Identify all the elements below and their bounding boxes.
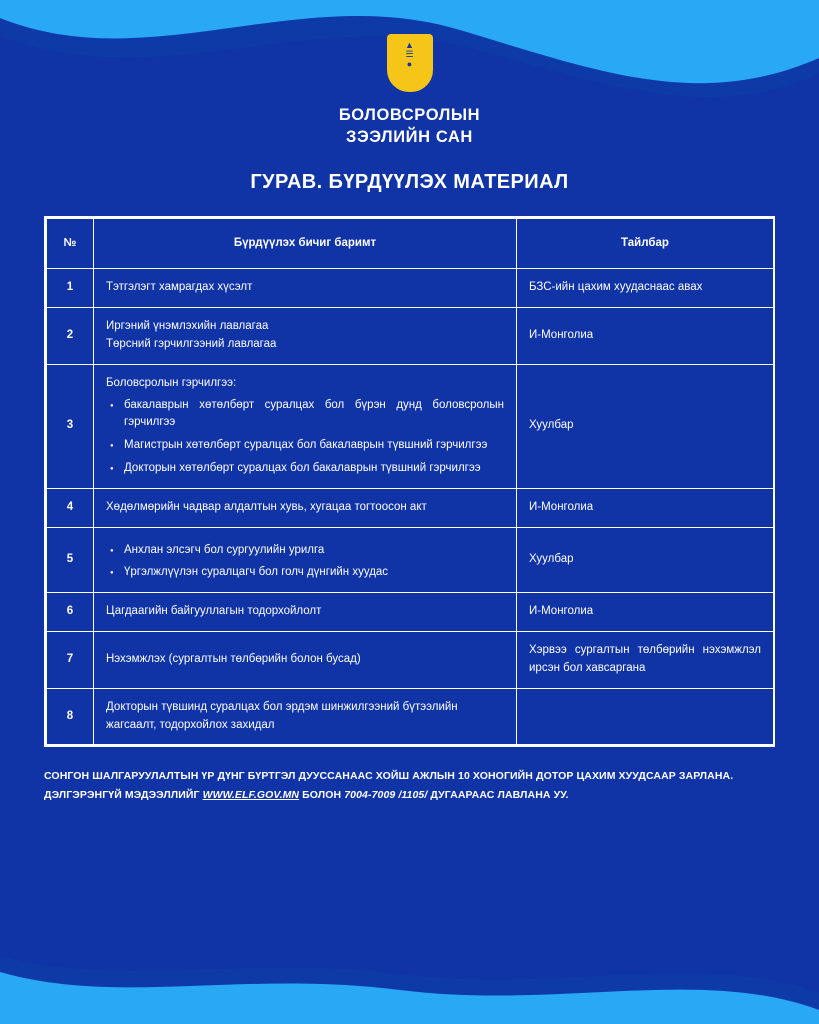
row-document [94, 632, 517, 689]
row-number: 8 [47, 688, 94, 745]
row-remark: Хэрвээ сургалтын төлбөрийн нэхэмжлэл ирсэн бол хавсаргана [517, 632, 774, 689]
header [0, 0, 819, 149]
row-document [94, 269, 517, 308]
materials-table [46, 218, 774, 746]
doc-line: Нэхэмжлэх (сургалтын төлбөрийн болон бусад) [106, 653, 361, 665]
doc-line: Төрсний гэрчилгээний лавлагаа [106, 337, 277, 350]
row-remark: И-Монголиа [517, 488, 774, 527]
row-remark: И-Монголиа [517, 593, 774, 632]
footer-note [44, 767, 775, 804]
doc-bullet-list [106, 542, 504, 583]
table-row [47, 688, 774, 745]
doc-bullet: ● Докторын хөтөлбөрт суралцах бол бакалаврын түвшний гэрчилгээ [124, 460, 504, 478]
doc-bullet: ● Үргэлжлүүлэн суралцагч бол голч дүнгийн хуудас [124, 564, 504, 582]
row-remark: БЗС-ийн цахим хуудаснаас авах [517, 269, 774, 308]
footer-line-1: СОНГОН ШАЛГАРУУЛАЛТЫН ҮР ДҮНГ БҮРТГЭЛ ДУУССАНААС ХОЙШ АЖЛЫН 10 ХОНОГИЙН ДОТОР ЦАХИМ ХУУДСААР ЗАРЛАНА. [44, 770, 734, 783]
brand-line-2: ЗЭЭЛИЙН САН [346, 128, 473, 147]
table-row [47, 488, 774, 527]
footer-text-post: ДУГААРААС ЛАВЛАНА УУ. [427, 788, 569, 801]
doc-line: Хөдөлмөрийн чадвар алдалтын хувь, хугацаа тогтоосон акт [106, 500, 427, 513]
doc-line: Тэтгэлэгт хамрагдах хүсэлт [106, 281, 253, 294]
doc-bullet: ● Анхлан элсэгч бол сургуулийн урилга [124, 542, 504, 560]
website-link[interactable]: WWW.ELF.GOV.MN [202, 788, 300, 801]
doc-bullet-list [106, 397, 504, 478]
column-header-remark: Тайлбар [517, 218, 774, 269]
doc-line: Боловсролын гэрчилгээ: [106, 376, 237, 389]
page-title: ГУРАВ. БҮРДҮҮЛЭХ МАТЕРИАЛ [250, 170, 569, 193]
doc-line: Докторын түвшинд суралцах бол эрдэм шинжилгээний бүтээлийн жагсаалт, тодорхойлох захидал [106, 700, 458, 731]
row-document [94, 688, 517, 745]
row-document [94, 308, 517, 365]
materials-table-wrapper [44, 216, 775, 748]
table-row [47, 269, 774, 308]
footer-line-2 [44, 786, 775, 804]
row-number: 1 [47, 269, 94, 308]
row-number: 4 [47, 488, 94, 527]
table-head [47, 218, 774, 269]
table-row [47, 593, 774, 632]
row-document [94, 364, 517, 488]
table-body [47, 269, 774, 745]
doc-line: Иргэний үнэмлэхийн лавлагаа [106, 320, 269, 333]
column-header-document: Бүрдүүлэх бичиг баримт [94, 218, 517, 269]
brand-name [0, 104, 819, 149]
row-document [94, 488, 517, 527]
table-header-row [47, 218, 774, 269]
phone-number: 7004-7009 /1105/ [344, 788, 428, 801]
column-header-no: № [47, 218, 94, 269]
row-remark: И-Монголиа [517, 308, 774, 365]
row-number: 7 [47, 632, 94, 689]
table-row [47, 527, 774, 593]
brand-line-1: БОЛОВСРОЛЫН [338, 106, 481, 124]
row-document [94, 593, 517, 632]
row-remark: Хуулбар [517, 364, 774, 488]
table-row [47, 308, 774, 365]
row-remark [517, 688, 774, 745]
table-row [47, 364, 774, 488]
soyombo-emblem-icon [387, 34, 433, 92]
doc-line: Цагдаагийн байгууллагын тодорхойлолт [106, 605, 322, 618]
footer-text-pre: ДЭЛГЭРЭНГҮЙ МЭДЭЭЛЛИЙГ [44, 788, 203, 801]
row-number: 6 [47, 593, 94, 632]
row-number: 3 [47, 364, 94, 488]
footer-text-mid: БОЛОН [299, 788, 345, 801]
row-remark: Хуулбар [517, 527, 774, 593]
doc-bullet: ● Магистрын хөтөлбөрт суралцах бол бакалаврын түвшний гэрчилгээ [124, 437, 504, 455]
row-number: 2 [47, 308, 94, 365]
soyombo-glyph: ▲ ☰ ● [405, 40, 414, 69]
doc-bullet: ● бакалаврын хөтөлбөрт суралцах бол бүрэн дунд боловсролын гэрчилгээ [124, 397, 504, 433]
table-row [47, 632, 774, 689]
row-document [94, 527, 517, 593]
row-number: 5 [47, 527, 94, 593]
